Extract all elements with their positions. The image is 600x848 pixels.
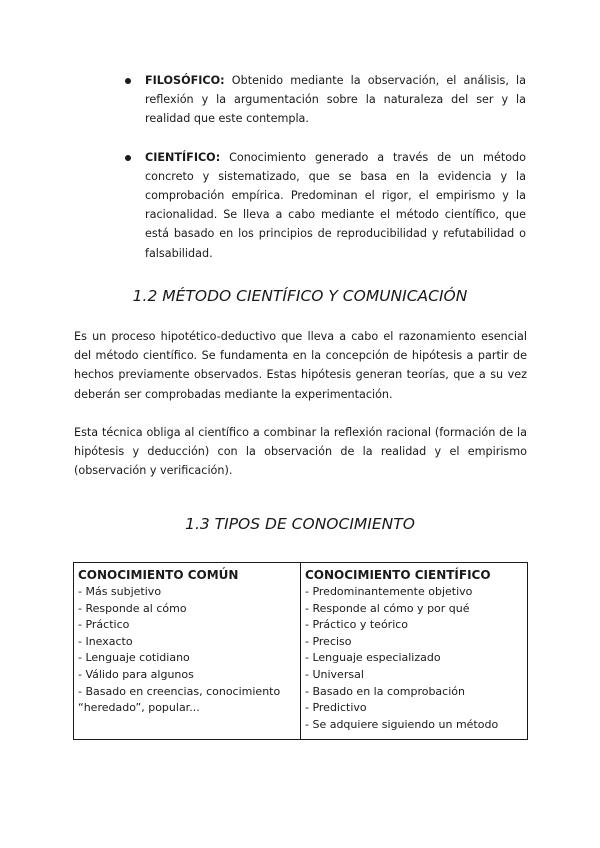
list-item: - Preciso — [305, 634, 352, 648]
term-filosofico: FILOSÓFICO: — [145, 74, 225, 87]
list-item: - Práctico y teórico — [305, 618, 409, 632]
description-cientifico: Conocimiento generado a través de un método concreto y sistematizado, que se basa en la evidencia y la comprobación empírica. Predominan el rigor, el empirismo y la racionalidad. Se lleva a cabo mediante el método científico, que está basado en los principios de reproducibilidad y refutabilidad o falsabilidad. — [145, 150, 526, 260]
list-item: - Se adquiere siguiendo un método — [305, 717, 499, 731]
section-heading-tipos: 1.3 TIPOS DE CONOCIMIENTO — [185, 515, 415, 533]
list-item: - Universal — [305, 667, 364, 681]
list-item-cientifico — [145, 148, 526, 263]
list-item: - Válido para algunos — [78, 667, 194, 681]
list-item: - Inexacto — [78, 634, 133, 648]
column-cientifico — [301, 563, 528, 740]
column-header-comun: CONOCIMIENTO COMÚN — [78, 568, 239, 582]
column-comun — [74, 563, 301, 740]
list-item: - Predictivo — [305, 701, 367, 715]
list-item: - Lenguaje especializado — [305, 651, 441, 665]
comparison-table — [73, 562, 528, 740]
bullet-dot-icon — [125, 78, 131, 84]
list-item: - Predominantemente objetivo — [305, 585, 473, 598]
column-header-cientifico: CONOCIMIENTO CIENTÍFICO — [305, 568, 491, 582]
list-item: - Responde al cómo — [78, 601, 187, 615]
section-heading-metodo: 1.2 MÉTODO CIENTÍFICO Y COMUNICACIÓN — [132, 287, 468, 305]
list-item: - Práctico — [78, 618, 130, 632]
term-cientifico: CIENTÍFICO: — [145, 150, 221, 164]
bullet-dot-icon — [125, 155, 131, 161]
list-item: - Basado en creencias, conocimiento “heredado”, popular... — [78, 684, 281, 715]
knowledge-types-list — [145, 71, 526, 263]
list-item: - Basado en la comprobación — [305, 684, 465, 698]
list-item: - Lenguaje cotidiano — [78, 651, 190, 665]
paragraph-metodo-1: Es un proceso hipotético-deductivo que lleva a cabo el razonamiento esencial del método científico. Se fundamenta en la concepción de hipótesis a partir de hechos previamente observados. Estas hipótesis generan teorías, que a su vez deberán ser comprobadas mediante la experimentación. — [74, 330, 527, 401]
paragraph-metodo-2: Esta técnica obliga al científico a combinar la reflexión racional (formación de la hipótesis y deducción) con la observación de la realidad y el empirismo (observación y verificación). — [74, 426, 527, 478]
list-item-filosofico — [145, 71, 526, 129]
list-item: - Más subjetivo — [78, 585, 162, 598]
list-item: - Responde al cómo y por qué — [305, 601, 470, 615]
table-row — [74, 563, 528, 740]
description-filosofico: Obtenido mediante la observación, el análisis, la reflexión y la argumentación sobre la naturaleza del ser y la realidad que este contempla. — [145, 74, 526, 126]
